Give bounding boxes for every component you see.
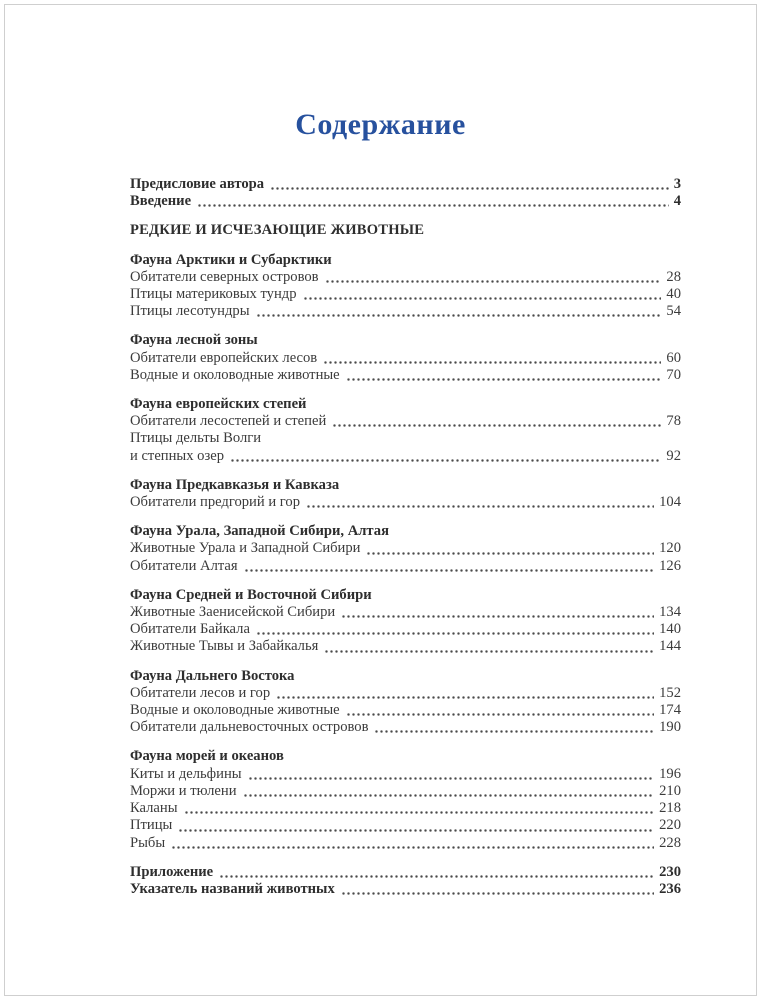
toc-entry-page: 78 bbox=[666, 413, 681, 430]
dot-leader bbox=[306, 505, 654, 508]
dot-leader bbox=[256, 314, 662, 317]
toc-entry bbox=[130, 817, 681, 834]
toc-group bbox=[130, 252, 681, 321]
toc-entry bbox=[130, 269, 681, 286]
dot-leader bbox=[256, 632, 654, 635]
toc-entry-page: 120 bbox=[659, 540, 681, 557]
dot-leader bbox=[197, 204, 669, 207]
toc-entry bbox=[130, 286, 681, 303]
dot-leader bbox=[325, 280, 662, 283]
toc-entry-page: 28 bbox=[666, 268, 681, 285]
toc-entry-label: Обитатели лесов и гор bbox=[130, 684, 271, 701]
toc-entry-label: Птицы дельты Волги bbox=[130, 430, 262, 447]
toc-entry-page: 174 bbox=[659, 702, 681, 719]
toc-entry-page: 134 bbox=[659, 604, 681, 621]
toc-group bbox=[130, 864, 681, 898]
toc-entry bbox=[130, 864, 681, 881]
toc-entry-label: Животные Заенисейской Сибири bbox=[130, 604, 336, 621]
toc-entry-page: 236 bbox=[659, 880, 681, 897]
toc-group bbox=[130, 668, 681, 737]
toc-section-heading: РЕДКИЕ И ИСЧЕЗАЮЩИЕ ЖИВОТНЫЕ bbox=[130, 222, 425, 239]
toc-entry-label: Предисловие автора bbox=[130, 176, 265, 192]
dot-leader bbox=[184, 811, 655, 814]
toc-entry bbox=[130, 604, 681, 621]
toc-entry-page: 60 bbox=[666, 349, 681, 366]
toc-entry bbox=[130, 176, 681, 193]
toc-entry-page: 196 bbox=[659, 765, 681, 782]
toc-entry bbox=[130, 881, 681, 898]
toc-entry bbox=[130, 638, 681, 655]
toc-entry-page: 218 bbox=[659, 800, 681, 817]
toc-entry-page: 210 bbox=[659, 782, 681, 799]
toc-entry bbox=[130, 800, 681, 817]
toc-entry-label: Киты и дельфины bbox=[130, 765, 242, 782]
toc-section-heading: Фауна европейских степей bbox=[130, 396, 307, 413]
toc-entry-page: 228 bbox=[659, 834, 681, 851]
toc-entry bbox=[130, 621, 681, 638]
toc-entry bbox=[130, 685, 681, 702]
toc-entry-page: 126 bbox=[659, 557, 681, 574]
toc-entry bbox=[130, 350, 681, 367]
dot-leader bbox=[346, 378, 662, 381]
toc-entry-page: 144 bbox=[659, 638, 681, 655]
toc-section-heading: Фауна Дальнего Востока bbox=[130, 667, 295, 684]
toc-entry-label: Обитатели Байкала bbox=[130, 621, 250, 638]
toc-entry-label: Обитатели дальневосточных островов bbox=[130, 719, 369, 736]
dot-leader bbox=[276, 696, 654, 699]
toc-entry bbox=[130, 413, 681, 430]
toc-group bbox=[130, 587, 681, 656]
dot-leader bbox=[303, 297, 662, 300]
toc-entry-page: 152 bbox=[659, 684, 681, 701]
toc-section-heading: Фауна Средней и Восточной Сибири bbox=[130, 586, 372, 603]
toc-entry bbox=[130, 448, 681, 465]
toc-group bbox=[130, 748, 681, 851]
toc-group bbox=[130, 477, 681, 511]
toc-entry-label: Птицы bbox=[130, 817, 173, 834]
toc-section-heading: Фауна Урала, Западной Сибири, Алтая bbox=[130, 523, 389, 540]
toc-entry-label: Обитатели лесостепей и степей bbox=[130, 413, 327, 430]
toc-entry-page: 190 bbox=[659, 719, 681, 736]
page-title: Содержание bbox=[295, 108, 466, 141]
toc-entry-page: 104 bbox=[659, 494, 681, 511]
toc-entry-page: 230 bbox=[659, 863, 681, 880]
toc-section-heading: Фауна морей и океанов bbox=[130, 748, 284, 765]
toc-entry bbox=[130, 766, 681, 783]
toc-entry-label: Приложение bbox=[130, 863, 214, 880]
toc-entry-label: Рыбы bbox=[130, 834, 166, 851]
toc-entry-label: Птицы материковых тундр bbox=[130, 286, 297, 303]
toc-entry-label: Обитатели Алтая bbox=[130, 557, 238, 574]
toc-group bbox=[130, 176, 681, 210]
toc-entry bbox=[130, 702, 681, 719]
toc-entry-label: Каланы bbox=[130, 800, 178, 817]
toc-entry bbox=[130, 430, 681, 447]
toc-entry-label: Водные и околоводные животные bbox=[130, 702, 340, 719]
toc-section-heading: Фауна лесной зоны bbox=[130, 332, 258, 349]
toc-list bbox=[130, 176, 681, 898]
dot-leader bbox=[178, 829, 654, 832]
toc-entry-label: Животные Тывы и Забайкалья bbox=[130, 638, 319, 655]
toc-entry-label: Птицы лесотундры bbox=[130, 303, 250, 320]
toc-entry-page: 40 bbox=[666, 286, 681, 303]
toc-group bbox=[130, 222, 681, 239]
toc-group bbox=[130, 396, 681, 465]
dot-leader bbox=[248, 777, 655, 780]
toc-entry bbox=[130, 367, 681, 384]
toc-entry-label: Введение bbox=[130, 193, 192, 210]
toc-entry-label: Обитатели предгорий и гор bbox=[130, 494, 301, 511]
toc-entry bbox=[130, 783, 681, 800]
toc-entry-label: Указатель названий животных bbox=[130, 880, 335, 897]
toc-entry-page: 54 bbox=[666, 303, 681, 320]
toc-entry-label: и степных озер bbox=[130, 447, 224, 464]
toc-entry-label: Животные Урала и Западной Сибири bbox=[130, 540, 361, 557]
toc-entry-page: 140 bbox=[659, 621, 681, 638]
toc-section-heading: Фауна Предкавказья и Кавказа bbox=[130, 476, 340, 493]
toc-group bbox=[130, 332, 681, 384]
toc-section-heading: Фауна Арктики и Субарктики bbox=[130, 251, 332, 268]
dot-leader bbox=[374, 730, 654, 733]
dot-leader bbox=[341, 892, 654, 895]
dot-leader bbox=[346, 713, 654, 716]
toc-entry bbox=[130, 540, 681, 557]
toc-entry bbox=[130, 835, 681, 852]
toc-entry-label: Водные и околоводные животные bbox=[130, 366, 340, 383]
dot-leader bbox=[270, 187, 669, 190]
toc-entry-label: Обитатели европейских лесов bbox=[130, 349, 318, 366]
toc-entry-page: 220 bbox=[659, 817, 681, 834]
toc-entry-page: 4 bbox=[673, 193, 681, 210]
dot-leader bbox=[243, 794, 655, 797]
dot-leader bbox=[230, 459, 661, 462]
dot-leader bbox=[323, 361, 661, 364]
toc-entry-page: 92 bbox=[666, 447, 681, 464]
dot-leader bbox=[332, 424, 661, 427]
toc-entry bbox=[130, 193, 681, 210]
toc-entry bbox=[130, 303, 681, 320]
dot-leader bbox=[171, 846, 654, 849]
toc-entry-label: Обитатели северных островов bbox=[130, 268, 319, 285]
toc-entry bbox=[130, 558, 681, 575]
dot-leader bbox=[244, 569, 655, 572]
dot-leader bbox=[341, 615, 654, 618]
dot-leader bbox=[219, 875, 654, 878]
toc-entry-page: 70 bbox=[666, 366, 681, 383]
toc-group bbox=[130, 523, 681, 575]
dot-leader bbox=[324, 650, 654, 653]
toc-entry bbox=[130, 719, 681, 736]
toc-entry bbox=[130, 494, 681, 511]
dot-leader bbox=[366, 552, 654, 555]
toc-entry-page: 3 bbox=[673, 176, 681, 192]
toc-entry-label: Моржи и тюлени bbox=[130, 782, 237, 799]
